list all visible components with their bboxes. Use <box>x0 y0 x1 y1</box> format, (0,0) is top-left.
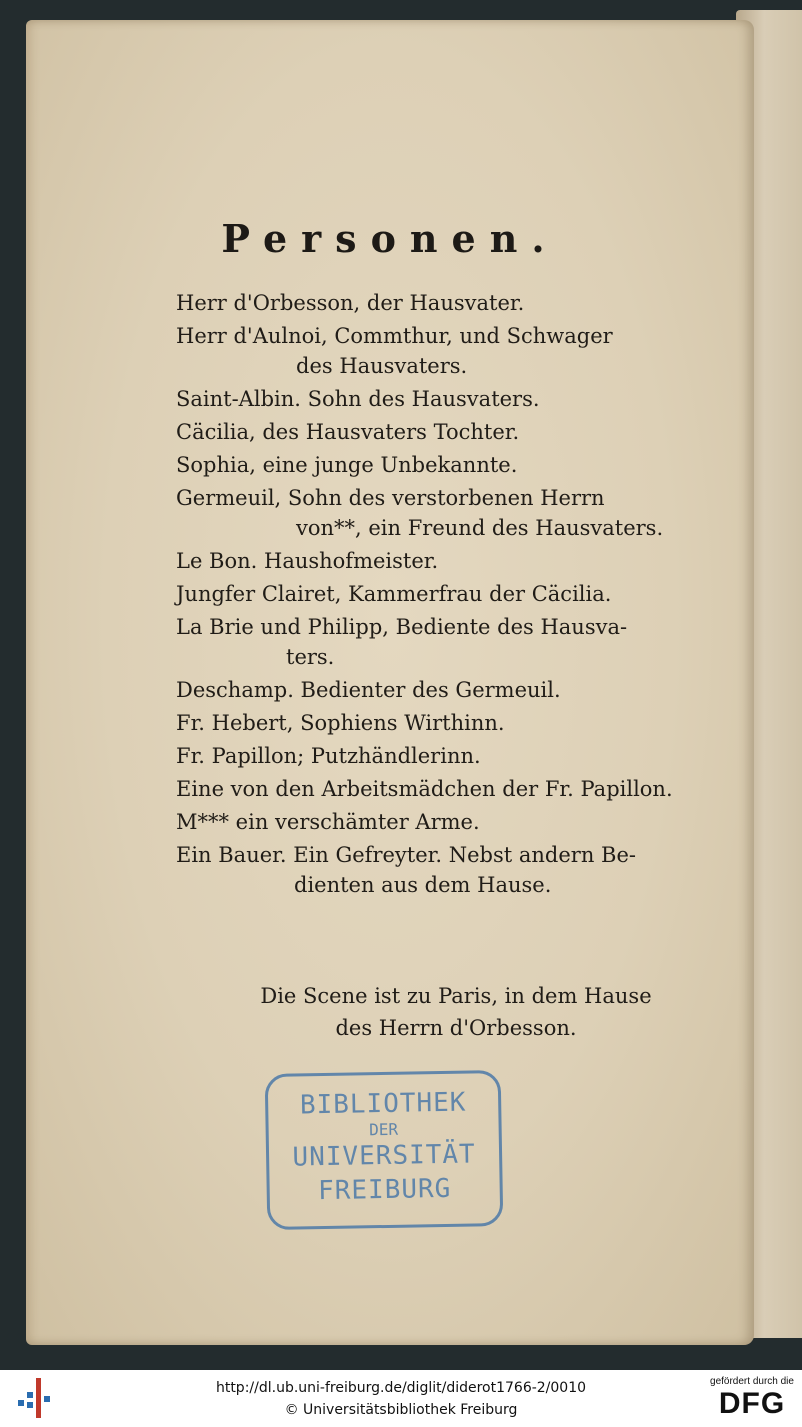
persons-list <box>176 288 736 903</box>
scene-line: Die Scene ist zu Paris, in dem Hause <box>260 984 652 1008</box>
footer-bar <box>0 1370 802 1427</box>
stamp-line: UNIVERSITÄT <box>292 1139 476 1173</box>
stamp-line: DER <box>369 1119 399 1140</box>
list-item <box>176 384 736 414</box>
stamp-line: FREIBURG <box>317 1173 452 1207</box>
dfg-logo[interactable] <box>706 1376 798 1422</box>
library-stamp <box>265 1070 504 1230</box>
list-item <box>176 840 736 900</box>
person-entry: Deschamp. Bedienter des Germeuil. <box>176 678 561 702</box>
copyright-text: © Universitätsbibliothek Freiburg <box>284 1402 518 1418</box>
stamp-line: BIBLIOTHEK <box>299 1087 467 1121</box>
page-title: Personen. <box>221 216 559 261</box>
person-entry: Germeuil, Sohn des verstorbenen Herrn <box>176 486 605 510</box>
list-item <box>176 546 736 576</box>
scene-note <box>176 980 736 1044</box>
person-entry: La Brie und Philipp, Bediente des Hausva- <box>176 615 628 639</box>
person-entry-continuation: von**, ein Freund des Hausvaters. <box>296 516 664 540</box>
person-entry: Saint-Albin. Sohn des Hausvaters. <box>176 387 540 411</box>
list-item <box>176 675 736 705</box>
list-item <box>176 741 736 771</box>
permalink-url[interactable]: http://dl.ub.uni-freiburg.de/diglit/diderot1766-2/0010 <box>215 1380 587 1396</box>
person-entry: Herr d'Orbesson, der Hausvater. <box>176 291 525 315</box>
list-item <box>176 321 736 381</box>
person-entry: Fr. Hebert, Sophiens Wirthinn. <box>176 711 505 735</box>
list-item <box>176 708 736 738</box>
list-item <box>176 288 736 318</box>
person-entry: Cäcilia, des Hausvaters Tochter. <box>176 420 520 444</box>
person-entry: M*** ein verschämter Arme. <box>176 810 480 834</box>
list-item <box>176 774 736 804</box>
dfg-funded-label: gefördert durch die <box>710 1376 794 1387</box>
list-item <box>176 450 736 480</box>
scene-line: des Herrn d'Orbesson. <box>335 1016 577 1040</box>
person-entry: Herr d'Aulnoi, Commthur, und Schwager <box>176 324 613 348</box>
dfg-wordmark: DFG <box>718 1387 786 1420</box>
person-entry: Sophia, eine junge Unbekannte. <box>176 453 518 477</box>
person-entry: Eine von den Arbeitsmädchen der Fr. Papillon. <box>176 777 673 801</box>
person-entry: Jungfer Clairet, Kammerfrau der Cäcilia. <box>176 582 612 606</box>
list-item <box>176 612 736 672</box>
list-item <box>176 417 736 447</box>
person-entry: Ein Bauer. Ein Gefreyter. Nebst andern Be- <box>176 843 636 867</box>
person-entry: Le Bon. Haushofmeister. <box>176 549 439 573</box>
person-entry-continuation: des Hausvaters. <box>296 354 468 378</box>
person-entry-continuation: ters. <box>286 645 335 669</box>
list-item <box>176 807 736 837</box>
list-item <box>176 579 736 609</box>
person-entry: Fr. Papillon; Putzhändlerinn. <box>176 744 481 768</box>
book-page <box>26 20 754 1345</box>
person-entry-continuation: dienten aus dem Hause. <box>294 873 552 897</box>
list-item <box>176 483 736 543</box>
